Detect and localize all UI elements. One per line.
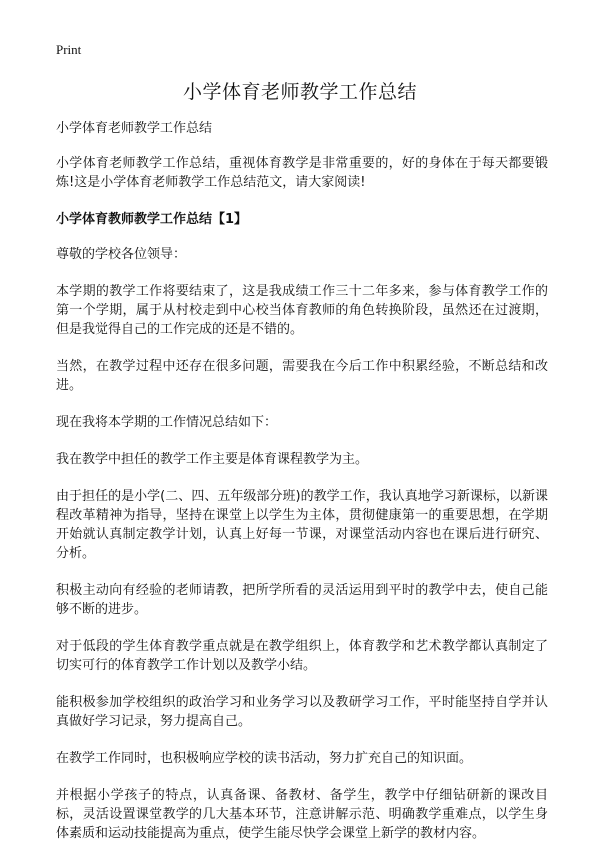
document-body <box>56 119 548 861</box>
body-paragraph: 能积极参加学校组织的政治学习和业务学习以及教研学习工作，平时能坚持自学并认真做好学习记录，努力提高自己。 <box>56 695 548 729</box>
body-paragraph: 当然，在教学过程中还存在很多问题，需要我在今后工作中积累经验，不断总结和改进。 <box>56 359 548 393</box>
body-paragraph-salutation: 尊敬的学校各位领导： <box>56 247 187 262</box>
document-title: 小学体育老师教学工作总结 <box>182 81 417 103</box>
body-paragraph: 在教学工作同时，也积极响应学校的读书活动，努力扩充自己的知识面。 <box>56 751 473 766</box>
body-paragraph: 对于低段的学生体育教学重点就是在教学组织上，体育教学和艺术教学都认真制定了切实可行的体育教学工作计划以及教学小结。 <box>56 639 548 673</box>
document-subtitle: 小学体育老师教学工作总结 <box>56 121 213 136</box>
body-paragraph: 本学期的教学工作将要结束了，这是我成绩工作三十二年多来，参与体育教学工作的第一个学期，属于从村校走到中心校当体育教师的角色转换阶段，虽然还在过渡期，但是我觉得自己的工作完成的还是不错的。 <box>56 284 548 337</box>
body-paragraph: 并根据小学孩子的特点，认真备课、备教材、备学生，教学中仔细钻研新的课改目标，灵活设置课堂教学的几大基本环节，注意讲解示范、明确教学重难点，以学生身体素质和运动技能提高为重点，使学生能尽快学会课堂上新学的教材内容。 <box>56 788 548 841</box>
body-paragraph: 现在我将本学期的工作情况总结如下： <box>56 415 278 430</box>
print-link[interactable]: Print <box>56 42 82 57</box>
intro-paragraph: 小学体育老师教学工作总结，重视体育教学是非常重要的，好的身体在于每天都要锻炼!这是小学体育老师教学工作总结范文，请大家阅读! <box>56 156 548 190</box>
body-paragraph: 我在教学中担任的教学工作主要是体育课程教学为主。 <box>56 452 369 467</box>
body-paragraph: 由于担任的是小学(二、四、五年级部分班)的教学工作，我认真地学习新课标，以新课程改革精神为指导，坚持在课堂上以学生为主体，贯彻健康第一的重要思想，在学期开始就认真制定教学计划，认真上好每一节课，对课堂活动内容也在课后进行研究、分析。 <box>56 489 548 561</box>
section-heading: 小学体育教师教学工作总结【1】 <box>56 212 248 227</box>
body-paragraph: 积极主动向有经验的老师请教，把所学所看的灵活运用到平时的教学中去，使自己能够不断的进步。 <box>56 583 548 617</box>
